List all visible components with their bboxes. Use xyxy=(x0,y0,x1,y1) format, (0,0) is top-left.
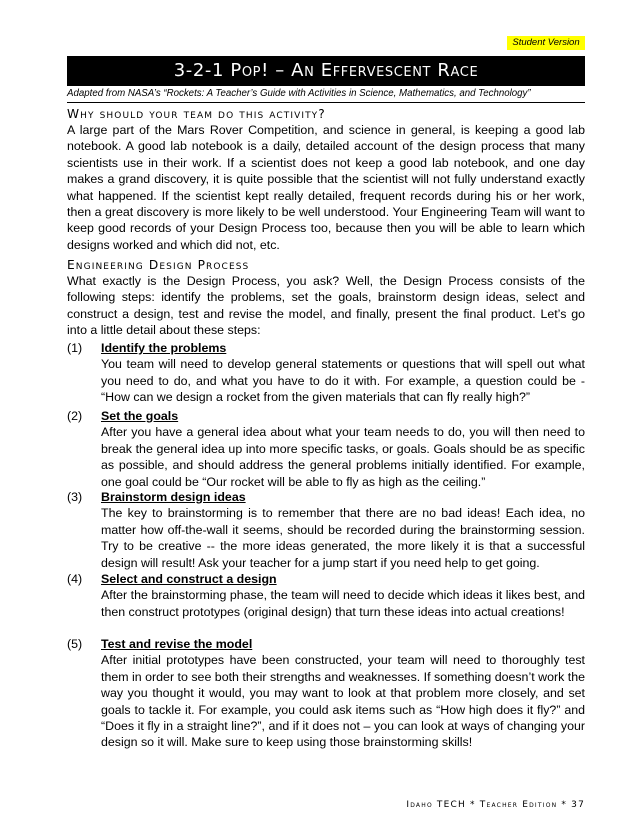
step-body: After initial prototypes have been constructed, your team will need to thoroughly test them in order to see both their strengths and weaknesses. If something doesn’t work the way you thought it would, you may want to look at that problem more closely, and set goals to tackle it. For example, you could ask items such as “How high does it fly?” and “Does it fly in a straight line?”, and if it does not – you can look at ways of changing your design so it will. Make sure to keep using those brainstorming skills! xyxy=(101,653,585,750)
adapted-from-note: Adapted from NASA’s “Rockets: A Teacher’s Guide with Activities in Science, Mathematics, and Technology” xyxy=(67,88,531,99)
step-title: Test and revise the model xyxy=(101,637,253,651)
section-heading-design-process: Engineering Design Process xyxy=(67,258,250,272)
step-title: Select and construct a design xyxy=(101,572,277,586)
step-number: (2) xyxy=(67,409,83,423)
step-body: After you have a general idea about what your team needs to do, you will then need to break the general idea up into more specific tasks, or goals. Goals should be as specific as possible, and should address the general problems initially identified. For example, one goal could be “Our rocket will be able to fly as high as the ceiling.” xyxy=(101,425,585,489)
title-divider xyxy=(67,102,585,103)
step-title: Identify the problems xyxy=(101,341,227,355)
section-heading-why: Why should your team do this activity? xyxy=(67,107,326,121)
student-version-badge: Student Version xyxy=(507,36,585,50)
page-footer: Idaho TECH * Teacher Edition * 37 xyxy=(406,800,585,810)
step-number: (5) xyxy=(67,637,83,651)
section-body-why: A large part of the Mars Rover Competition, and science in general, is keeping a good lab notebook. A good lab notebook is a daily, detailed account of the design process that many scientists use in their work. If a scientist does not keep a good lab notebook, and one day makes a grand discovery, it is quite possible that the scientist will not fully understand exactly what happened. If the scientist kept really detailed, frequent records during his or her work, then a great discovery is more likely to be well understood. Your Engineering Team will want to keep good records of your Design Process too, because then you will be able to learn which designs worked and which did not, etc. xyxy=(67,123,585,252)
step-title: Brainstorm design ideas xyxy=(101,490,246,504)
step-number: (3) xyxy=(67,490,83,504)
step-body: The key to brainstorming is to remember that there are no bad ideas! Each idea, no matter how off-the-wall it seems, should be recorded during the brainstorming session. Try to be creative -- the more ideas generated, the more likely it is that a successful design will result! Ask your teacher for a jump start if you need help to get going. xyxy=(101,506,585,570)
step-number: (1) xyxy=(67,341,83,355)
step-number: (4) xyxy=(67,572,83,586)
step-body: After the brainstorming phase, the team will need to decide which ideas it likes best, and then construct prototypes (original design) that turn these ideas into actual creations! xyxy=(101,588,585,619)
section-intro-design-process: What exactly is the Design Process, you ask? Well, the Design Process consists of the following steps: identify the problems, set the goals, brainstorm design ideas, select and construct a design, test and revise the model, and finally, present the final product. Let’s go into a little detail about these steps: xyxy=(67,274,585,338)
page-title: 3-2-1 Pop! – An Effervescent Race xyxy=(67,56,585,86)
step-title: Set the goals xyxy=(101,409,179,423)
step-body: You team will need to develop general statements or questions that will spell out what you need to do, and what you have to do it with. For example, a question could be - “How can we design a rocket from the given materials that can fly really high?” xyxy=(101,357,585,405)
